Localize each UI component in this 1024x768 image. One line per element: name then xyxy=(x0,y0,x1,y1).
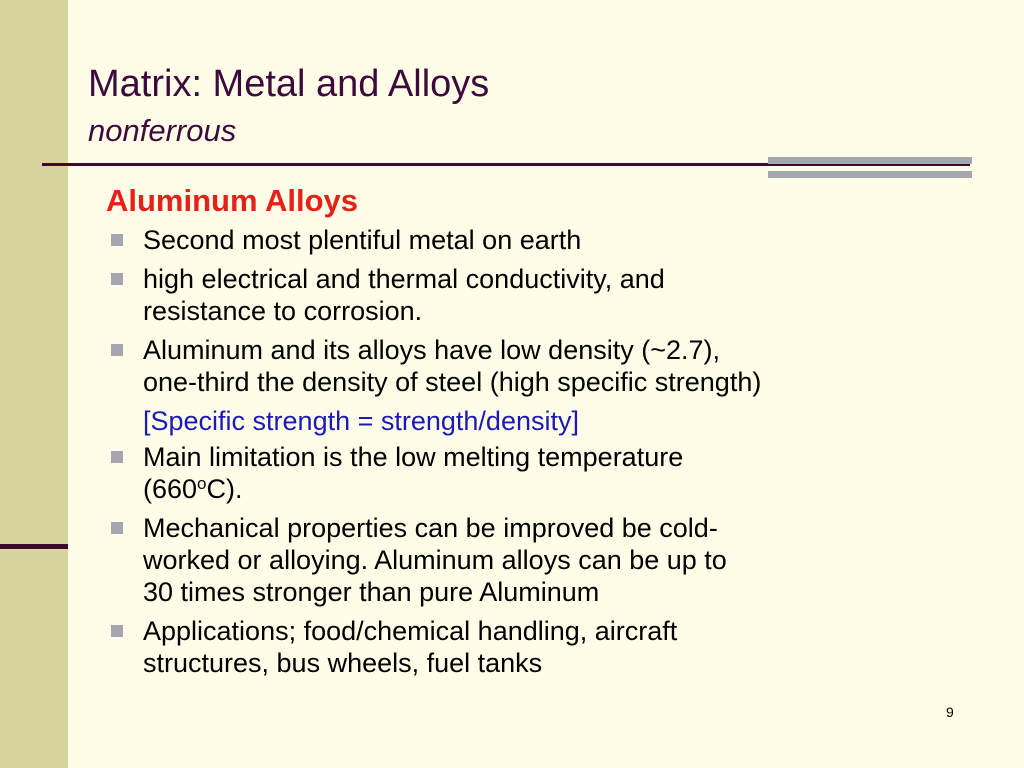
bullet-line: Applications; food/chemical handling, aircraft xyxy=(143,616,678,646)
bullet-item-applications xyxy=(106,615,946,679)
square-bullet-icon xyxy=(111,273,123,285)
square-bullet-icon xyxy=(111,522,123,534)
slide-title: Matrix: Metal and Alloys xyxy=(88,63,490,105)
degree-superscript: o xyxy=(197,474,207,493)
left-decorative-band xyxy=(0,0,68,768)
slide-content xyxy=(106,182,946,686)
specific-strength-note: [Specific strength = strength/density] xyxy=(143,406,579,436)
bullet-line: worked or alloying. Aluminum alloys can be up to xyxy=(143,545,727,575)
section-heading: Aluminum Alloys xyxy=(106,183,359,218)
bullet-item-melting xyxy=(106,441,946,505)
temperature-prefix: (660 xyxy=(143,474,198,504)
slide-subtitle: nonferrous xyxy=(88,113,237,148)
square-bullet-icon xyxy=(111,234,123,246)
bullet-item-plentiful xyxy=(106,224,946,256)
decorative-gray-bar-top xyxy=(768,157,972,164)
bullet-item-conductivity xyxy=(106,263,946,327)
bullet-item-density xyxy=(106,334,946,437)
bullet-line: Main limitation is the low melting temperature xyxy=(143,442,684,472)
left-band-accent-line xyxy=(0,544,68,549)
bullet-line: one-third the density of steel (high specific strength) xyxy=(143,367,762,397)
bullet-line: structures, bus wheels, fuel tanks xyxy=(143,648,543,678)
decorative-gray-bar-bottom xyxy=(768,171,972,178)
square-bullet-icon xyxy=(111,451,123,463)
bullet-item-mechanical xyxy=(106,512,946,608)
temperature-suffix: C). xyxy=(206,474,243,504)
bullet-line: Mechanical properties can be improved be cold- xyxy=(143,513,718,543)
melting-temperature-line xyxy=(143,473,946,505)
bullet-line: Second most plentiful metal on earth xyxy=(143,225,582,255)
bullet-list xyxy=(106,224,946,679)
bullet-line: Aluminum and its alloys have low density (~2.7), xyxy=(143,335,721,365)
bullet-line: high electrical and thermal conductivity, and xyxy=(143,264,665,294)
bullet-line: 30 times stronger than pure Aluminum xyxy=(143,577,600,607)
page-number: 9 xyxy=(946,704,954,720)
square-bullet-icon xyxy=(111,625,123,637)
bullet-line: resistance to corrosion. xyxy=(143,296,423,326)
square-bullet-icon xyxy=(111,344,123,356)
